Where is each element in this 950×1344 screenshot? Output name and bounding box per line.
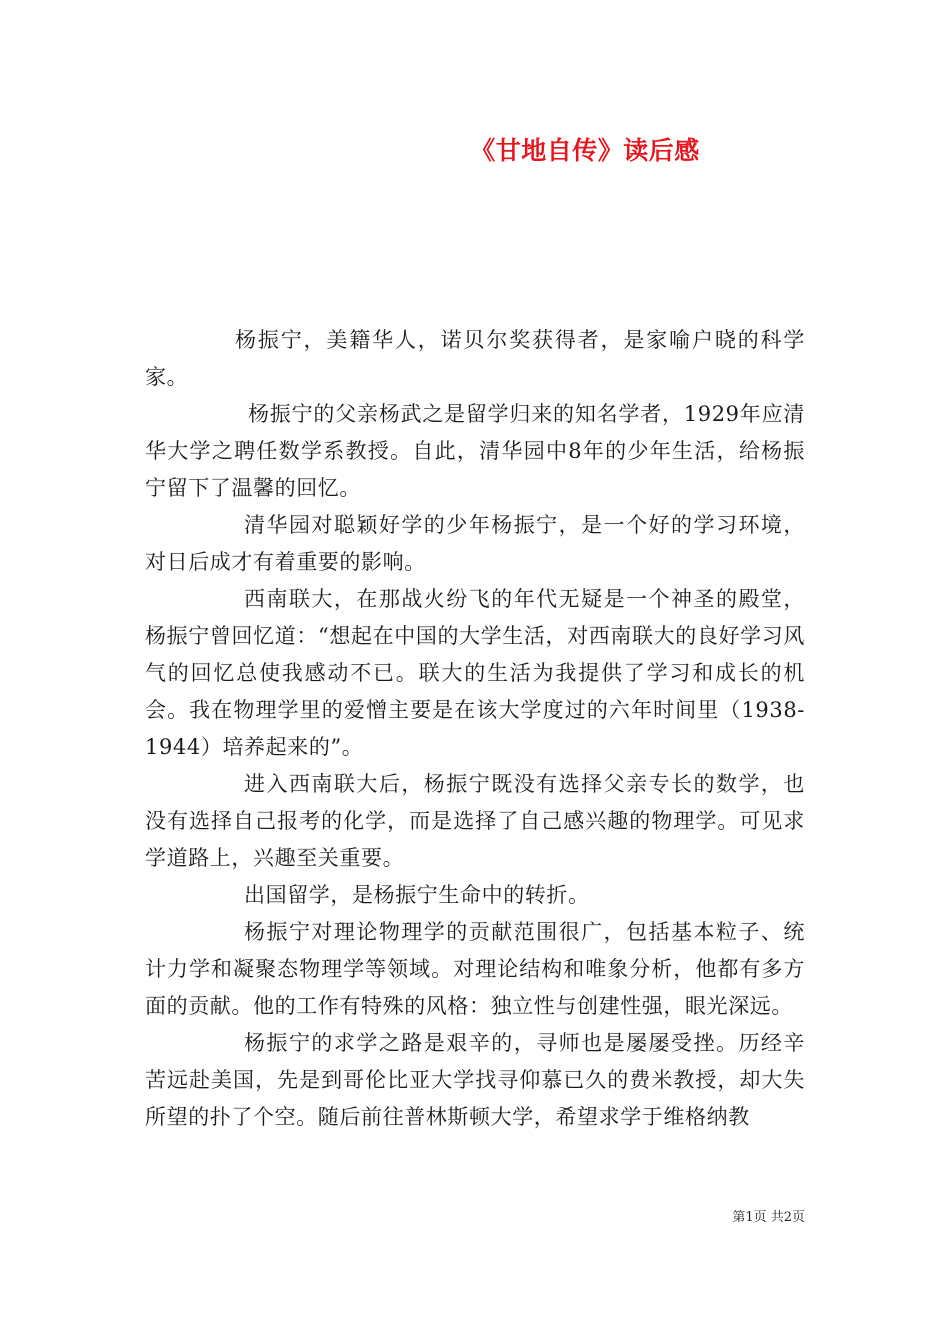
paragraph-1: 杨振宁，美籍华人，诺贝尔奖获得者，是家喻户晓的科学家。	[145, 328, 805, 389]
paragraph-4: 西南联大，在那战火纷飞的年代无疑是一个神圣的殿堂，杨振宁曾回忆道：“想起在中国的大学生活，对西南联大的良好学习风气的回忆总使我感动不已。联大的生活为我提供了学习和成长的机会。我在物理学里的爱憎主要是在该大学度过的六年时间里（1938-1944）培养起来的”。	[145, 587, 805, 759]
paragraph-8: 杨振宁的求学之路是艰辛的，寻师也是屡屡受挫。历经辛苦远赴美国，先是到哥伦比亚大学找寻仰慕已久的费米教授，却大失所望的扑了个空。随后前往普林斯顿大学，希望求学于维格纳教	[145, 1031, 805, 1129]
page-number-footer: 第1页 共2页	[732, 1210, 805, 1225]
paragraph-6: 出国留学，是杨振宁生命中的转折。	[244, 883, 590, 907]
paragraph-7: 杨振宁对理论物理学的贡献范围很广，包括基本粒子、统计力学和凝聚态物理学等领域。对理论结构和唯象分析，他都有多方面的贡献。他的工作有特殊的风格：独立性与创建性强，眼光深远。	[145, 920, 805, 1018]
paragraph-5: 进入西南联大后，杨振宁既没有选择父亲专长的数学，也没有选择自己报考的化学，而是选择了自己感兴趣的物理学。可见求学道路上，兴趣至关重要。	[145, 772, 805, 870]
paragraph-2: 杨振宁的父亲杨武之是留学归来的知名学者，1929年应清华大学之聘任数学系教授。自此，清华园中8年的少年生活，给杨振宁留下了温馨的回忆。	[145, 402, 805, 500]
document-body	[145, 322, 805, 1136]
document-title	[0, 131, 950, 167]
document-title-text: 《甘地自传》读后感	[470, 136, 700, 165]
paragraph-3: 清华园对聪颖好学的少年杨振宁，是一个好的学习环境，对日后成才有着重要的影响。	[145, 513, 805, 574]
